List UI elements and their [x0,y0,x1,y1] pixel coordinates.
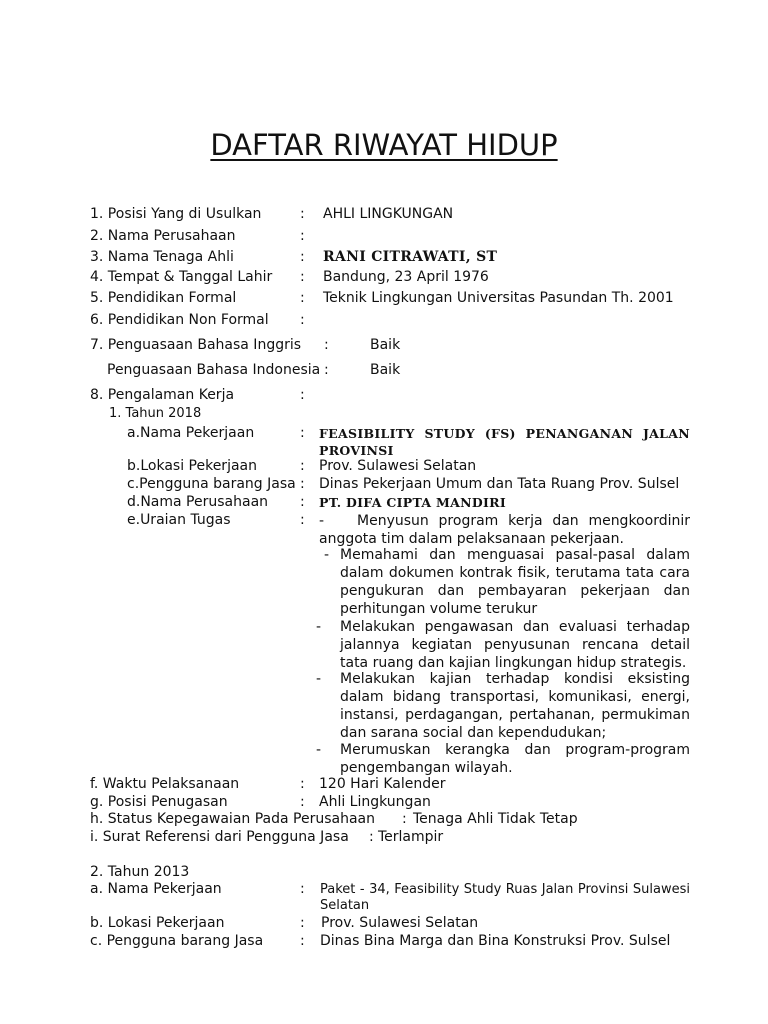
exp2-year: 2. Tahun 2013 [90,864,190,880]
bullet-dash: - [319,513,325,529]
page-title: DAFTAR RIWAYAT HIDUP [210,128,558,162]
field-value-ttl: Bandung, 23 April 1976 [323,269,489,285]
colon: : [300,512,305,528]
exp1-value-pengguna: Dinas Pekerjaan Umum dan Tata Ruang Prov. Sulsel [319,476,680,492]
field-label-ttl: 4. Tempat & Tanggal Lahir [90,269,273,285]
field-label-indonesia: Penguasaan Bahasa Indonesia [107,362,321,378]
exp1-label-posisi: g. Posisi Penugasan [90,794,228,810]
exp1-value-waktu: 120 Hari Kalender [319,776,446,792]
field-value-pendidikan: Teknik Lingkungan Universitas Pasundan Th. 2001 [323,290,674,306]
exp1-label-lokasi: b.Lokasi Pekerjaan [127,458,257,474]
exp1-value-perusahaan: PT. DIFA CIPTA MANDIRI [319,495,507,510]
exp1-label-status: h. Status Kepegawaian Pada Perusahaan [90,811,375,827]
task-text: Menyusun program kerja dan mengkoordinir anggota tim dalam pelaksanaan pekerjaan. [319,513,690,547]
colon: : [300,269,305,285]
field-label-nama: 3. Nama Tenaga Ahli [90,249,234,265]
colon: : [300,458,305,474]
exp2-value-lokasi: Prov. Sulawesi Selatan [321,915,479,931]
exp2-label-pengguna: c. Pengguna barang Jasa [90,933,264,949]
colon: : [300,425,305,441]
bullet-dash: - [316,671,322,687]
colon: : [300,206,305,222]
exp1-year: 1. Tahun 2018 [109,406,202,421]
exp1-label-nama-pekerjaan: a.Nama Pekerjaan [127,425,255,441]
field-label-inggris: 7. Penguasaan Bahasa Inggris [90,337,302,353]
exp1-label-waktu: f. Waktu Pelaksanaan [90,776,240,792]
bullet-dash: - [324,547,330,563]
exp1-value-lokasi: Prov. Sulawesi Selatan [319,458,477,474]
colon: : [300,915,305,931]
colon: : [300,794,305,810]
colon: : [324,362,329,378]
field-value-inggris: Baik [370,337,401,353]
exp1-value-nama-pekerjaan: FEASIBILITY STUDY (FS) PENANGANAN JALAN PROVINSI [319,426,690,458]
colon: : [402,811,407,827]
exp2-value-nama-pekerjaan: Paket - 34, Feasibility Study Ruas Jalan Provinsi Sulawesi Selatan [320,882,690,913]
colon: : [300,249,305,265]
field-label-pengalaman: 8. Pengalaman Kerja [90,387,235,403]
exp1-label-perusahaan: d.Nama Perusahaan [127,494,269,510]
exp1-task-1 [319,512,690,548]
exp1-task-2: Memahami dan menguasai pasal-pasal dalam dalam dokumen kontrak fisik, terutama tata cara pengukuran dan pembayaran pekerjaan dan perhitungan volume terukur [340,547,690,617]
field-label-posisi: 1. Posisi Yang di Usulkan [90,206,262,222]
colon: : [300,476,305,492]
colon: : [369,829,374,845]
exp1-value-posisi: Ahli Lingkungan [319,794,431,810]
colon: : [300,312,305,328]
colon: : [300,776,305,792]
exp1-task-5: Merumuskan kerangka dan program-program pengembangan wilayah. [340,742,690,776]
exp2-label-nama-pekerjaan: a. Nama Pekerjaan [90,881,222,897]
exp1-value-status: Tenaga Ahli Tidak Tetap [413,811,578,827]
bullet-dash: - [316,619,322,635]
exp1-label-uraian: e.Uraian Tugas [127,512,231,528]
exp1-task-4: Melakukan kajian terhadap kondisi eksisting dalam bidang transportasi, komunikasi, energi, instansi, perdagangan, pertahanan, permukiman dan sarana social dan kependudukan; [340,671,690,741]
bullet-dash: - [316,742,322,758]
field-label-perusahaan: 2. Nama Perusahaan [90,228,236,244]
field-label-nonformal: 6. Pendidikan Non Formal [90,312,269,328]
exp1-task-3: Melakukan pengawasan dan evaluasi terhadap jalannya kegiatan penyusunan rencana detail tata ruang dan kajian lingkungan hidup strategis. [340,619,690,671]
exp1-label-pengguna: c.Pengguna barang Jasa [127,476,296,492]
colon: : [300,881,305,897]
field-value-indonesia: Baik [370,362,401,378]
colon: : [300,228,305,244]
colon: : [300,290,305,306]
colon: : [300,494,305,510]
field-label-pendidikan: 5. Pendidikan Formal [90,290,237,306]
exp1-label-referensi: i. Surat Referensi dari Pengguna Jasa [90,829,349,845]
exp2-value-pengguna: Dinas Bina Marga dan Bina Konstruksi Prov. Sulsel [320,933,671,949]
field-value-nama: RANI CITRAWATI, ST [323,249,498,265]
exp1-value-referensi: Terlampir [378,829,444,845]
colon: : [324,337,329,353]
exp2-label-lokasi: b. Lokasi Pekerjaan [90,915,225,931]
field-value-posisi: AHLI LINGKUNGAN [323,206,454,222]
colon: : [300,387,305,403]
colon: : [300,933,305,949]
